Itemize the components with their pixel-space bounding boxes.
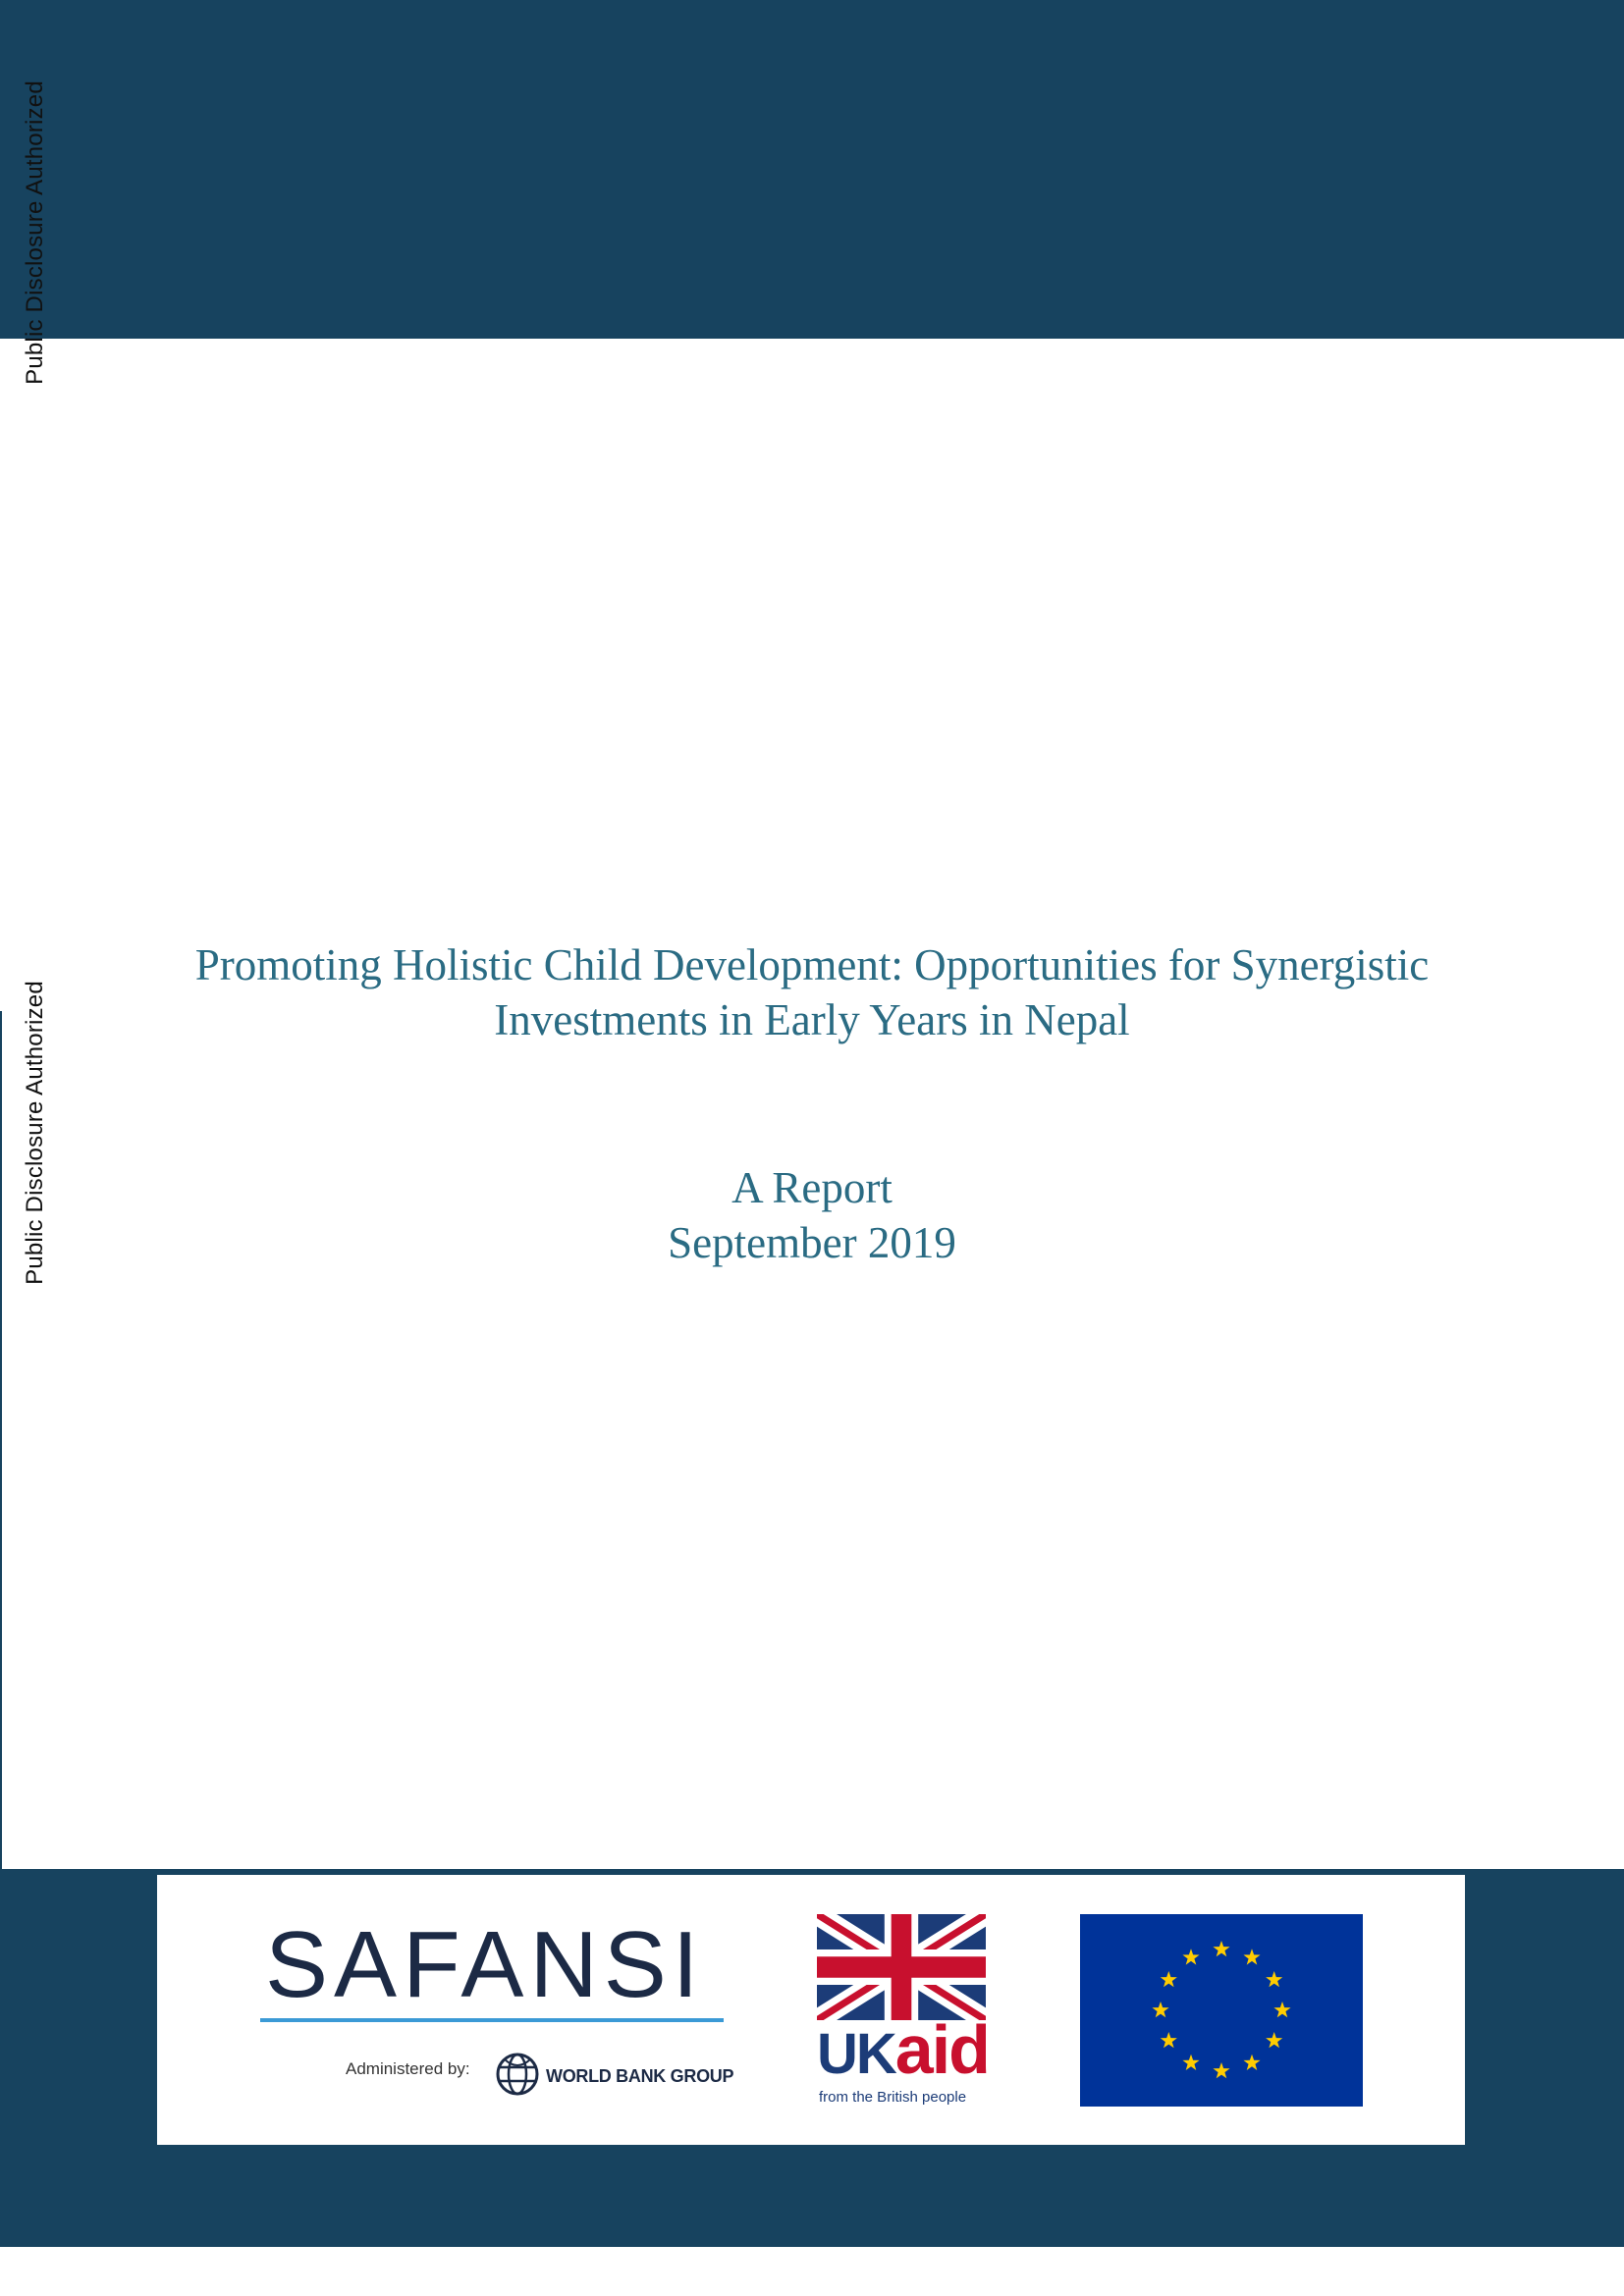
administered-by-label: Administered by: xyxy=(346,2059,470,2078)
top-color-band xyxy=(0,0,1624,339)
union-jack-icon xyxy=(817,1914,986,2020)
ukaid-tagline: from the British people xyxy=(819,2089,967,2106)
safansi-underline xyxy=(260,2018,724,2022)
report-subtitle xyxy=(118,1160,1506,1270)
world-bank-globe-icon xyxy=(495,2052,540,2097)
eu-flag-icon xyxy=(1080,1914,1363,2107)
ukaid-uk-text: UK xyxy=(817,2022,895,2086)
report-title-line-1: Promoting Holistic Child Development: Opportunities for Synergistic xyxy=(194,940,1430,989)
funder-logo-panel xyxy=(157,1875,1465,2145)
world-bank-group-label: WORLD BANK GROUP xyxy=(546,2066,734,2086)
report-title-line-2: Investments in Early Years in Nepal xyxy=(494,995,1130,1044)
safansi-logo: SAFANSI xyxy=(265,1912,705,2017)
disclosure-stamp-top: Public Disclosure Authorized xyxy=(22,80,48,385)
report-title xyxy=(118,937,1506,1047)
disclosure-stamp-middle: Public Disclosure Authorized xyxy=(22,981,48,1285)
ukaid-logo xyxy=(817,2011,989,2090)
ukaid-aid-text: aid xyxy=(894,2011,989,2088)
left-margin-line xyxy=(0,1011,2,1875)
report-type: A Report xyxy=(731,1163,893,1212)
report-date: September 2019 xyxy=(668,1218,956,1267)
